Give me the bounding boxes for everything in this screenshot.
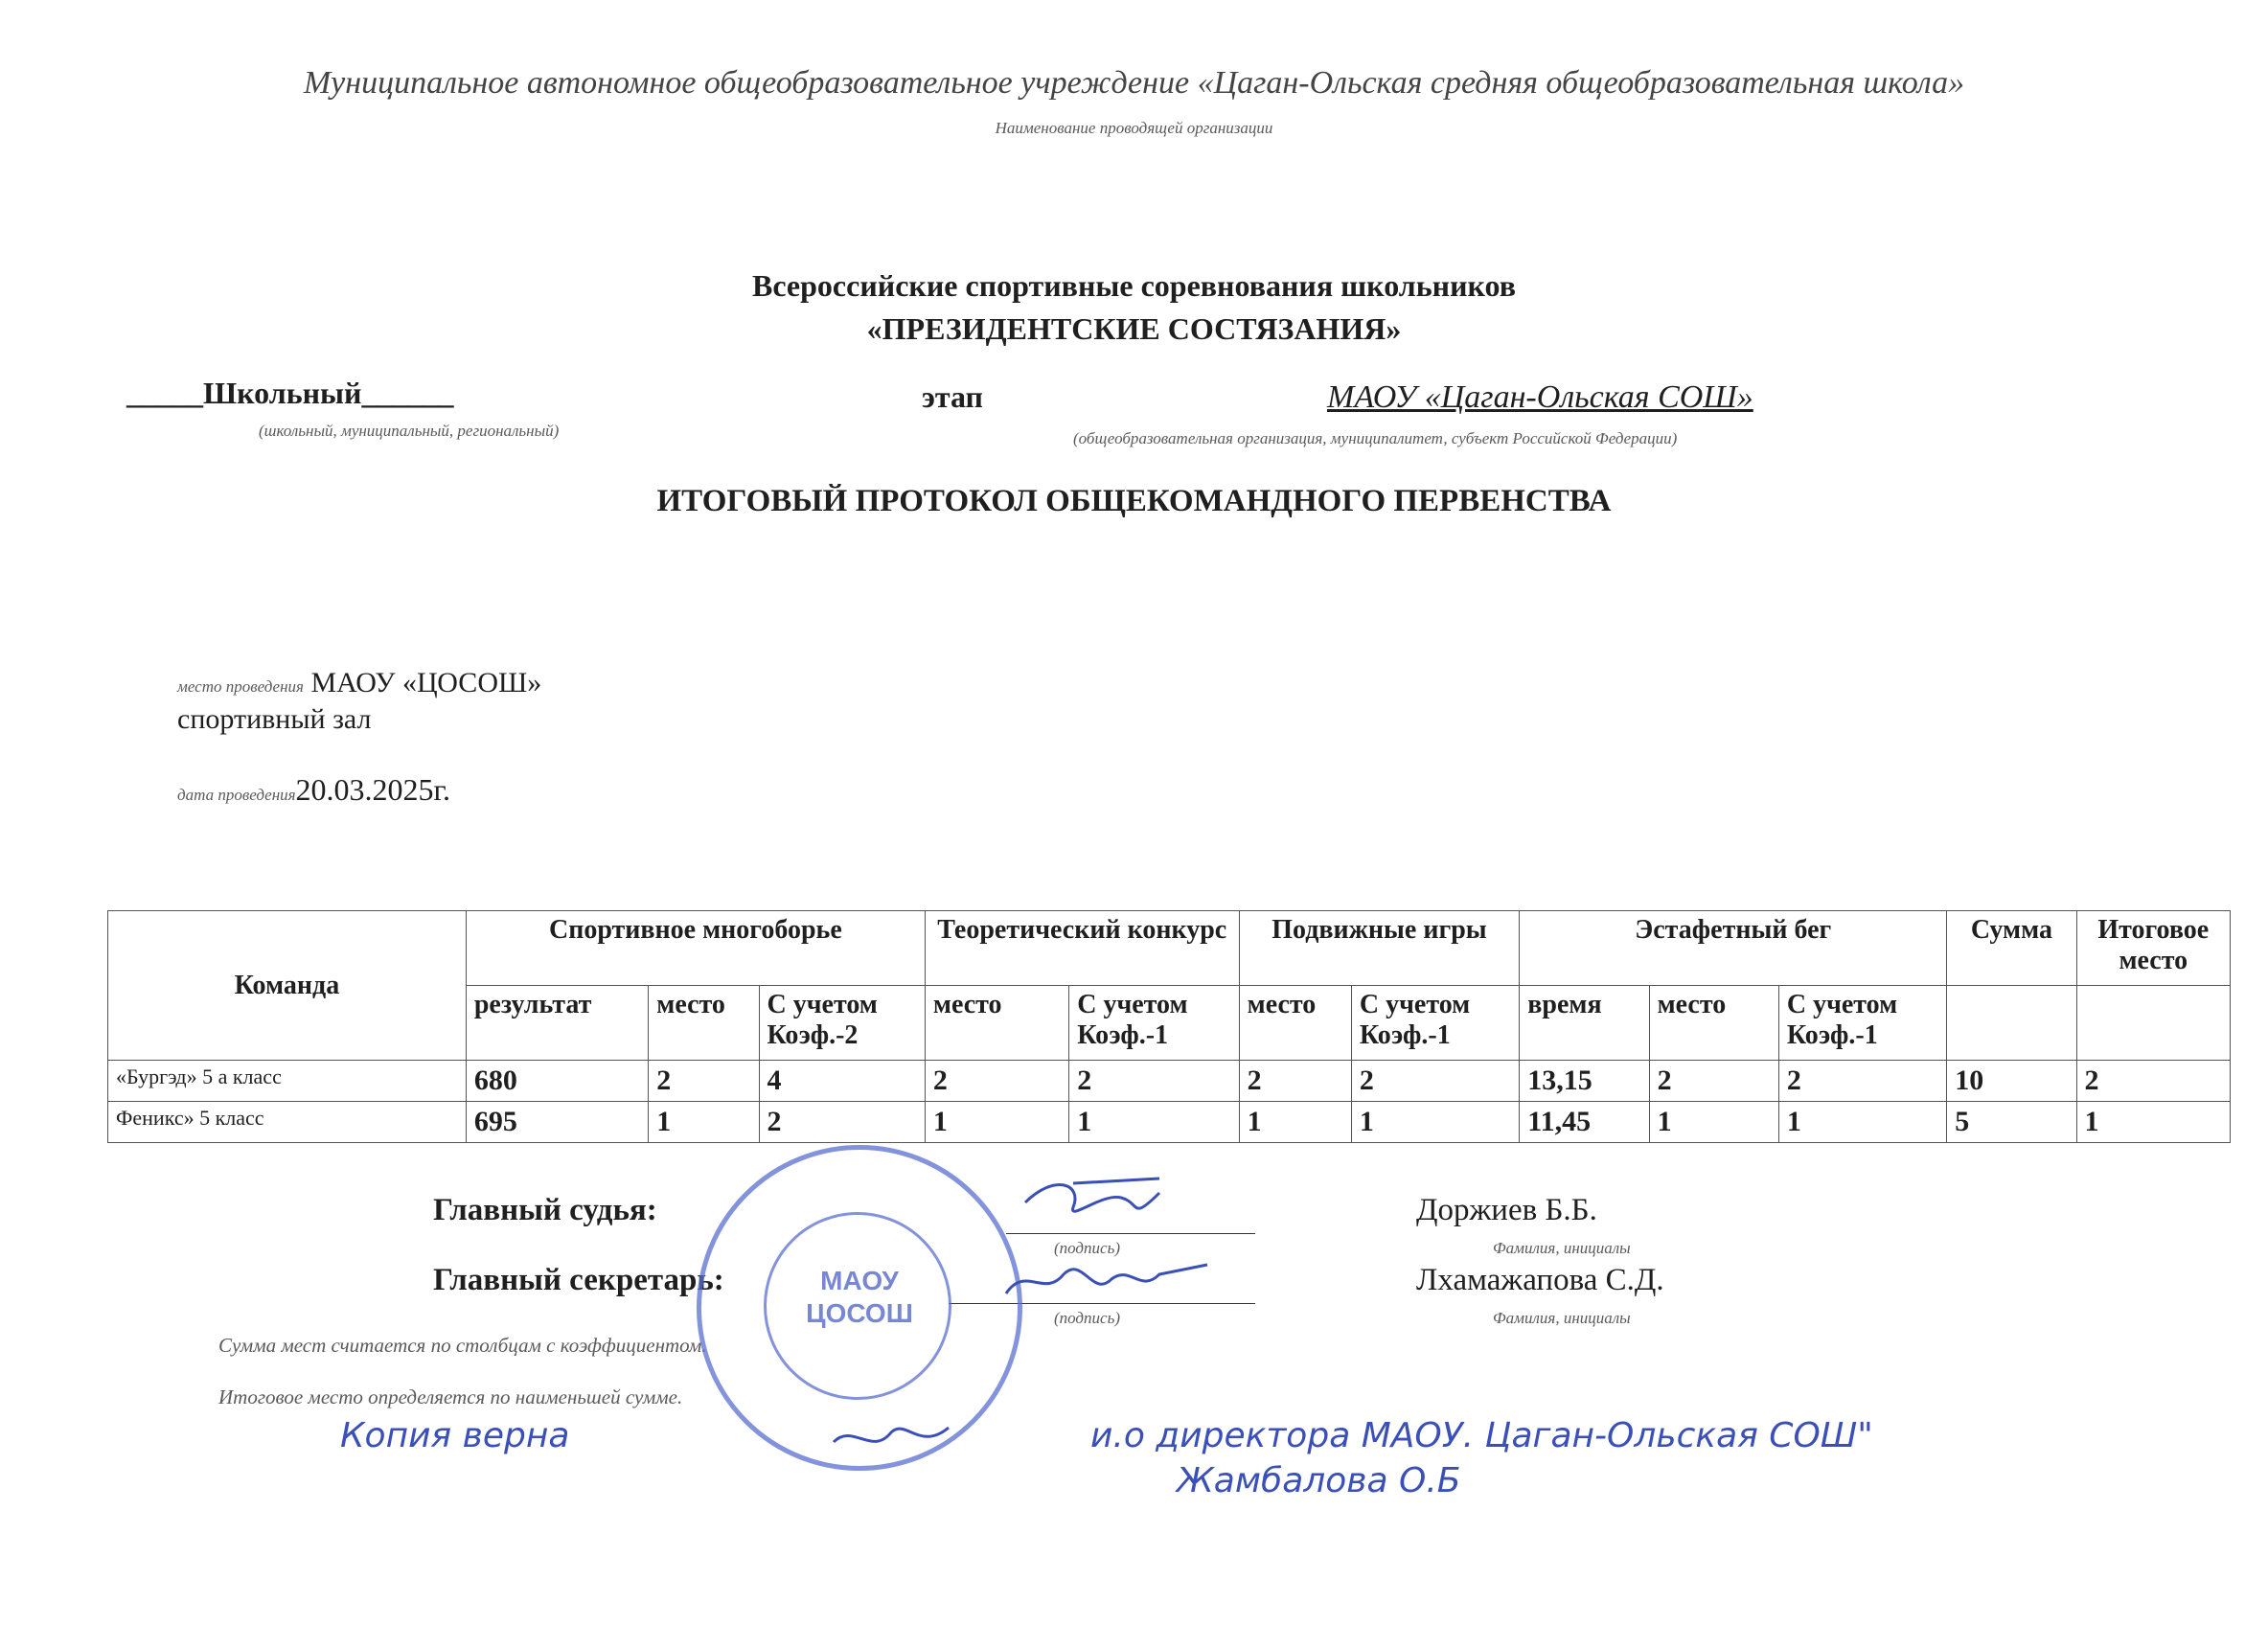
chief-secretary-name-caption: Фамилия, инициалы — [1493, 1309, 1631, 1327]
stamp-text-line1: МАОУ — [820, 1266, 899, 1295]
director-signature — [824, 1404, 958, 1471]
subheader: место — [1239, 986, 1351, 1061]
date-value: 20.03.2025г. — [295, 772, 451, 807]
chief-secretary-label: Главный секретарь: — [433, 1263, 724, 1297]
cell: 13,15 — [1520, 1061, 1649, 1102]
subheader: С учетом Коэф.-2 — [759, 986, 925, 1061]
stage-org-caption: (общеобразовательная организация, муниципалитет, субъект Российской Федерации) — [1073, 429, 1678, 447]
cell: 2 — [649, 1061, 759, 1102]
header-mnogoborye: Спортивное многоборье — [466, 911, 925, 986]
cell: 1 — [1239, 1102, 1351, 1143]
stamp-text — [701, 1265, 1018, 1330]
title-line1: Всероссийские спортивные соревнования школьников — [751, 268, 1517, 303]
subheader: место — [925, 986, 1068, 1061]
subheader: С учетом Коэф.-1 — [1069, 986, 1239, 1061]
header-final: Итоговое место — [2076, 911, 2230, 986]
date-label: дата проведения — [177, 786, 296, 804]
venue-block — [177, 667, 541, 699]
cell: 2 — [1649, 1061, 1778, 1102]
cell: 2 — [1351, 1061, 1519, 1102]
venue-value: МАОУ «ЦОСОШ» — [310, 667, 542, 698]
cell: 1 — [925, 1102, 1068, 1143]
cell: 1 — [649, 1102, 759, 1143]
director-note-line2: Жамбалова О.Б — [1177, 1461, 1461, 1500]
cell: 2 — [1069, 1061, 1239, 1102]
cell: 11,45 — [1520, 1102, 1649, 1143]
copy-note: Копия верна — [340, 1416, 570, 1455]
table-row — [108, 1102, 2231, 1143]
chief-secretary-signature — [997, 1246, 1217, 1313]
table-row — [108, 1061, 2231, 1102]
chief-secretary-name: Лхамажапова С.Д. — [1416, 1263, 1664, 1297]
org-name: Муниципальное автономное общеобразовательное учреждение «Цаган-Ольская средняя общеобразовательная школа» — [303, 65, 1965, 101]
cell: 2 — [2076, 1061, 2230, 1102]
chief-judge-label: Главный судья: — [433, 1193, 657, 1227]
team-cell: Феникс» 5 класс — [108, 1102, 467, 1143]
subheader-empty — [2076, 986, 2230, 1061]
header-team: Команда — [108, 911, 467, 1061]
subheader: место — [1649, 986, 1778, 1061]
cell: 2 — [1778, 1061, 1946, 1102]
subheader: место — [649, 986, 759, 1061]
header-relay: Эстафетный бег — [1520, 911, 1947, 986]
org-caption: Наименование проводящей организации — [995, 119, 1273, 137]
cell: 1 — [2076, 1102, 2230, 1143]
stage-word: этап — [922, 379, 983, 414]
stamp-text-line2: ЦОСОШ — [806, 1298, 913, 1328]
stage-value: _____Школьный______ — [126, 376, 454, 410]
date-block — [177, 772, 450, 808]
header-games: Подвижные игры — [1239, 911, 1520, 986]
chief-judge-signature — [1016, 1164, 1188, 1241]
cell: 680 — [466, 1061, 648, 1102]
chief-secretary-signature-caption: (подпись) — [1054, 1309, 1120, 1327]
subheader: С учетом Коэф.-1 — [1778, 986, 1946, 1061]
cell: 5 — [1947, 1102, 2076, 1143]
cell: 2 — [759, 1102, 925, 1143]
team-cell: «Бургэд» 5 а класс — [108, 1061, 467, 1102]
chief-judge-name: Доржиев Б.Б. — [1416, 1193, 1597, 1227]
subheader-empty — [1947, 986, 2076, 1061]
header-sum: Сумма — [1947, 911, 2076, 986]
subheader: С учетом Коэф.-1 — [1351, 986, 1519, 1061]
subheader: время — [1520, 986, 1649, 1061]
chief-judge-name-caption: Фамилия, инициалы — [1493, 1239, 1631, 1257]
cell: 2 — [1239, 1061, 1351, 1102]
protocol-title: ИТОГОВЫЙ ПРОТОКОЛ ОБЩЕКОМАНДНОГО ПЕРВЕНСТВА — [656, 484, 1612, 518]
cell: 4 — [759, 1061, 925, 1102]
chief-judge-signature-caption: (подпись) — [1054, 1239, 1120, 1257]
stage-organization: МАОУ «Цаган-Ольская СОШ» — [1327, 379, 1753, 415]
note-final: Итоговое место определяется по наименьшей сумме. — [218, 1385, 683, 1408]
venue-line2: спортивный зал — [177, 703, 372, 735]
cell: 2 — [925, 1061, 1068, 1102]
results-table — [107, 910, 2231, 1143]
note-sum: Сумма мест считается по столбцам с коэффициентом. — [218, 1334, 707, 1357]
subheader: результат — [466, 986, 648, 1061]
cell: 10 — [1947, 1061, 2076, 1102]
director-note-line1: и.о директора МАОУ. Цаган-Ольская СОШ" — [1090, 1416, 1873, 1455]
cell: 695 — [466, 1102, 648, 1143]
cell: 1 — [1069, 1102, 1239, 1143]
cell: 1 — [1649, 1102, 1778, 1143]
stage-caption: (школьный, муниципальный, региональный) — [259, 422, 560, 440]
cell: 1 — [1351, 1102, 1519, 1143]
venue-label: место проведения — [177, 677, 304, 696]
header-theory: Теоретический конкурс — [925, 911, 1239, 986]
title-line2: «ПРЕЗИДЕНТСКИЕ СОСТЯЗАНИЯ» — [866, 311, 1402, 346]
cell: 1 — [1778, 1102, 1946, 1143]
